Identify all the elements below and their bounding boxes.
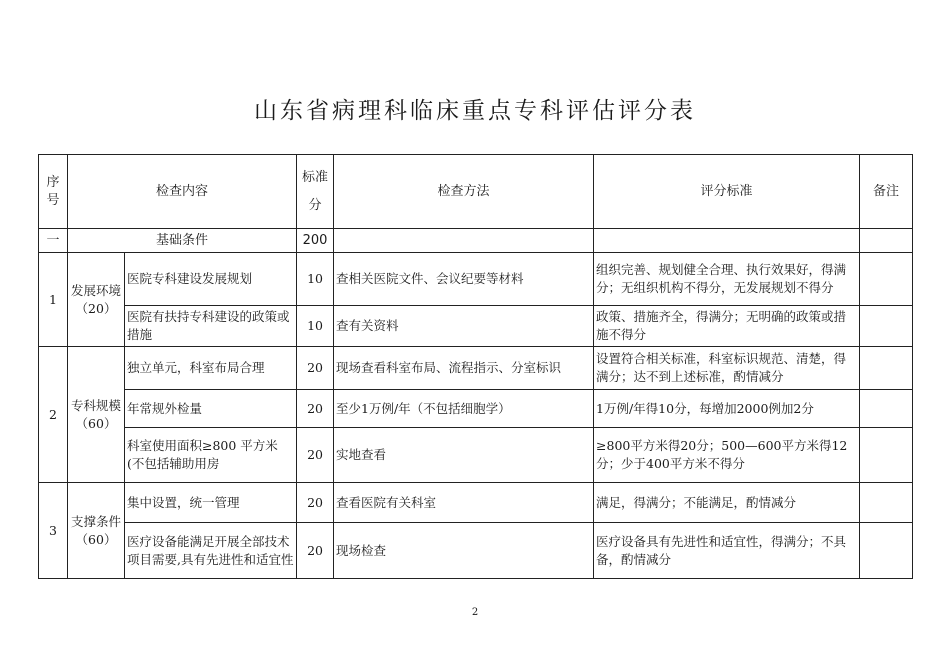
table-row <box>39 347 913 390</box>
row-score: 20 <box>297 347 334 390</box>
group-category-name: 专科规模 <box>70 397 121 413</box>
row-item: 医院专科建设发展规划 <box>125 253 297 306</box>
row-method: 现场检查 <box>334 523 594 579</box>
row-item: 医疗设备能满足开展全部技术项目需要,具有先进性和适宜性 <box>125 523 297 579</box>
section-row <box>39 229 913 253</box>
row-item: 独立单元，科室布局合理 <box>125 347 297 390</box>
row-score: 20 <box>297 483 334 523</box>
row-standard: 医疗设备具有先进性和适宜性，得满分；不具备，酌情减分 <box>594 523 860 579</box>
table-row <box>39 253 913 306</box>
row-method: 查有关资料 <box>334 306 594 347</box>
group-category-points: （20） <box>75 300 117 316</box>
row-method: 至少1万例/年（不包括细胞学） <box>334 390 594 428</box>
row-remark <box>860 253 913 306</box>
row-remark <box>860 347 913 390</box>
row-score: 20 <box>297 390 334 428</box>
group-category <box>68 483 125 579</box>
row-score: 10 <box>297 253 334 306</box>
header-row <box>39 155 913 229</box>
table-row <box>39 390 913 428</box>
header-method: 检查方法 <box>334 155 594 229</box>
section-remark <box>860 229 913 253</box>
header-score-line1: 标准 <box>302 169 329 185</box>
header-seq: 序号 <box>39 155 68 229</box>
table-row <box>39 428 913 483</box>
document-title: 山东省病理科临床重点专科评估评分表 <box>254 98 696 124</box>
row-score: 20 <box>297 428 334 483</box>
row-remark <box>860 390 913 428</box>
page-number: 2 <box>471 607 479 618</box>
header-remark: 备注 <box>860 155 913 229</box>
row-item: 医院有扶持专科建设的政策或措施 <box>125 306 297 347</box>
group-category-points: （60） <box>75 415 117 431</box>
group-category <box>68 347 125 483</box>
row-item: 年常规外检量 <box>125 390 297 428</box>
row-item: 科室使用面积≥800 平方米(不包括辅助用房 <box>125 428 297 483</box>
section-name: 基础条件 <box>68 229 297 253</box>
evaluation-table <box>38 154 913 579</box>
section-seq: 一 <box>39 229 68 253</box>
row-score: 10 <box>297 306 334 347</box>
section-method <box>334 229 594 253</box>
row-remark <box>860 523 913 579</box>
header-score-line2: 分 <box>308 197 322 213</box>
header-content: 检查内容 <box>68 155 297 229</box>
row-method: 实地查看 <box>334 428 594 483</box>
row-method: 查相关医院文件、会议纪要等材料 <box>334 253 594 306</box>
row-remark <box>860 428 913 483</box>
row-method: 查看医院有关科室 <box>334 483 594 523</box>
row-standard: 组织完善、规划健全合理、执行效果好，得满分；无组织机构不得分，无发展规划不得分 <box>594 253 860 306</box>
row-item: 集中设置，统一管理 <box>125 483 297 523</box>
row-standard: 政策、措施齐全，得满分；无明确的政策或措施不得分 <box>594 306 860 347</box>
table-row <box>39 483 913 523</box>
group-category-name: 发展环境 <box>70 282 121 298</box>
table-row <box>39 306 913 347</box>
group-category <box>68 253 125 347</box>
row-standard: ≥800平方米得20分；500—600平方米得12分；少于400平方米不得分 <box>594 428 860 483</box>
group-category-points: （60） <box>75 531 117 547</box>
row-remark <box>860 306 913 347</box>
row-standard: 满足，得满分；不能满足，酌情减分 <box>594 483 860 523</box>
group-seq: 2 <box>39 347 68 483</box>
header-standard: 评分标准 <box>594 155 860 229</box>
header-score <box>297 155 334 229</box>
section-standard <box>594 229 860 253</box>
row-score: 20 <box>297 523 334 579</box>
row-method: 现场查看科室布局、流程指示、分室标识 <box>334 347 594 390</box>
section-score: 200 <box>297 229 334 253</box>
group-seq: 3 <box>39 483 68 579</box>
group-seq: 1 <box>39 253 68 347</box>
row-standard: 设置符合相关标准，科室标识规范、清楚，得满分；达不到上述标准，酌情减分 <box>594 347 860 390</box>
group-category-name: 支撑条件 <box>70 513 121 529</box>
row-standard: 1万例/年得10分，每增加2000例加2分 <box>594 390 860 428</box>
table-row <box>39 523 913 579</box>
row-remark <box>860 483 913 523</box>
